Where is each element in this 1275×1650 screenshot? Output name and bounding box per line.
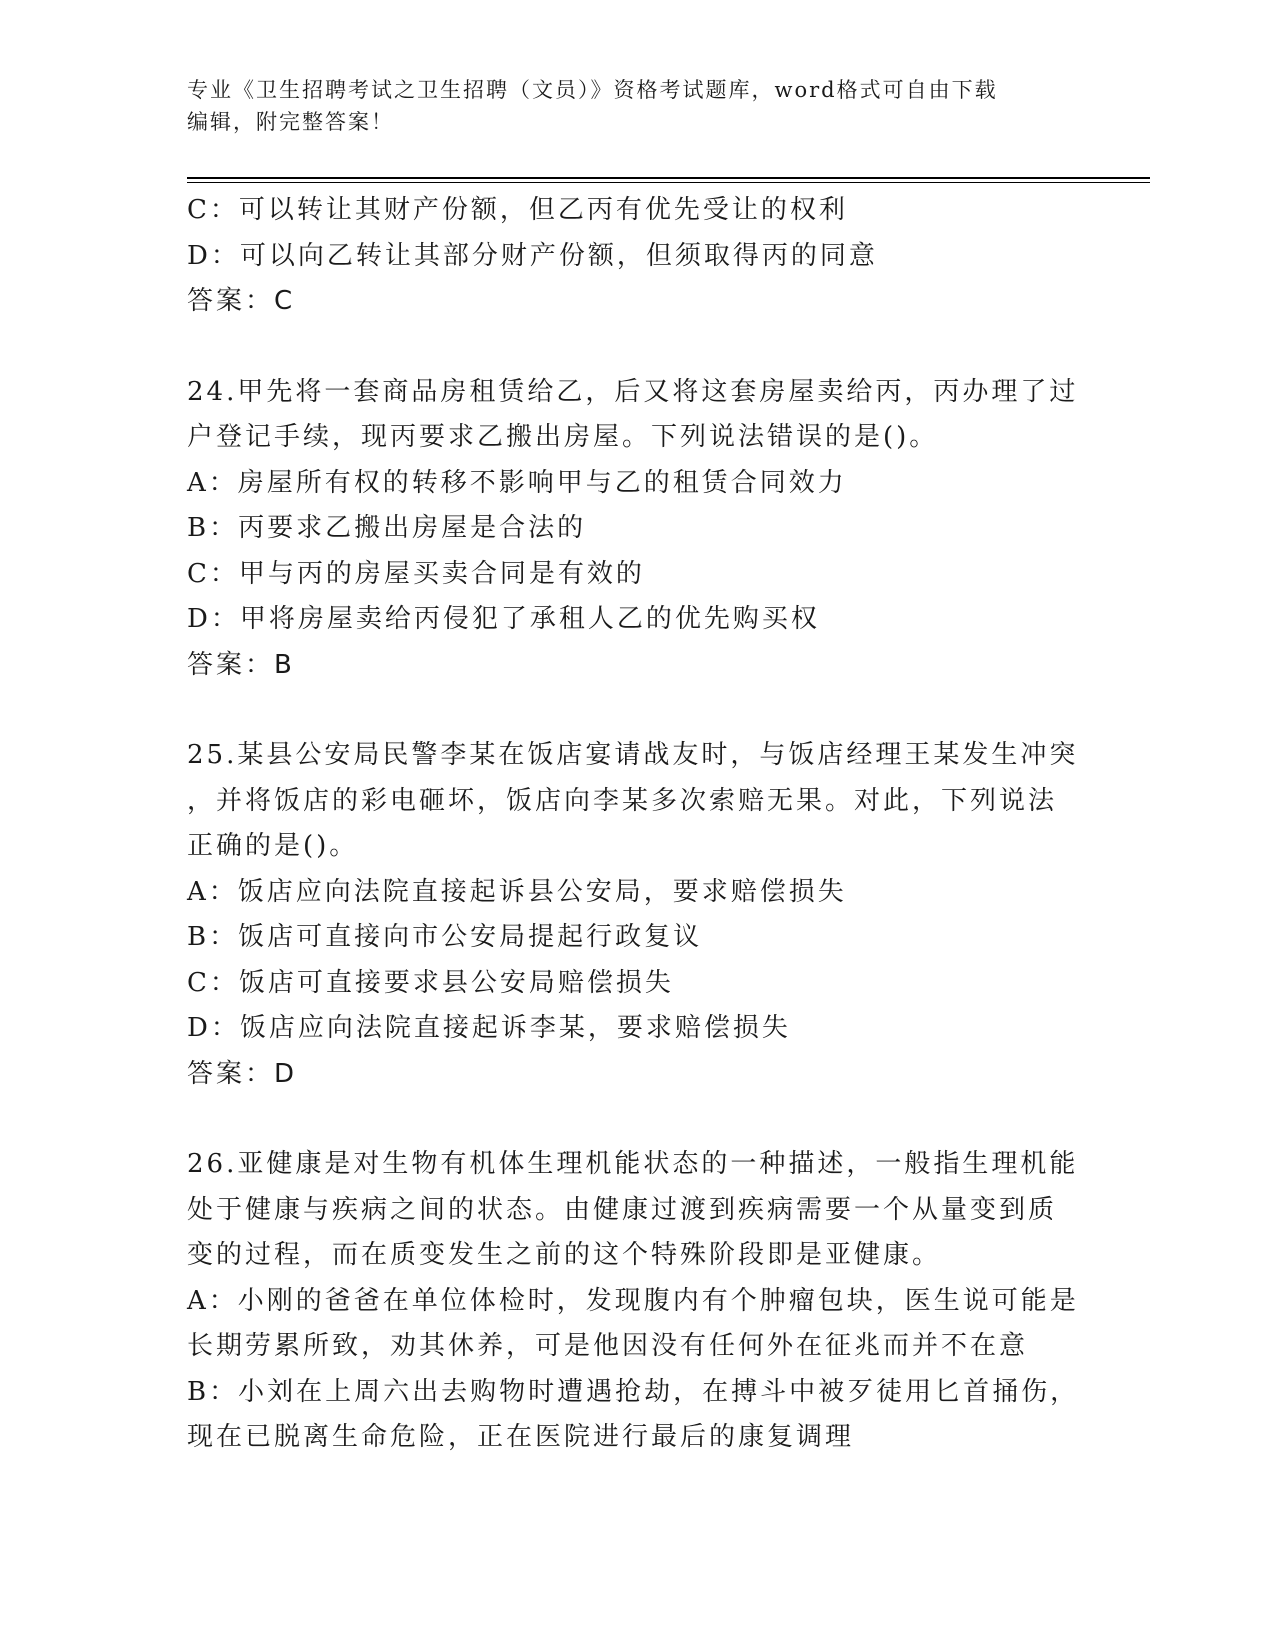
option-d: D：甲将房屋卖给丙侵犯了承租人乙的优先购买权 [187,604,820,634]
question-25 [187,733,1087,1097]
option-c: C：可以转让其财产份额，但乙丙有优先受让的权利 [187,195,848,225]
option-a: A：房屋所有权的转移不影响甲与乙的租赁合同效力 [187,467,847,498]
header-line-2: 编辑，附完整答案！ [187,110,394,134]
answer-line: 答案：D [187,1058,298,1089]
question-stem-line: 正确的是()。 [187,831,359,861]
question-stem-line: ，并将饭店的彩电砸坏，饭店向李某多次索赔无果。对此，下列说法 [187,785,1058,816]
spacer [187,325,1087,370]
header-rule-thick [187,177,1150,179]
option-a: A：小刚的爸爸在单位体检时，发现腹内有个肿瘤包块，医生说可能是 [187,1285,1079,1316]
document-body [187,188,1087,1461]
question-24 [187,370,1087,689]
question-stem-line: 25.某县公安局民警李某在饭店宴请战友时，与饭店经理王某发生冲突 [187,740,1079,770]
question-26 [187,1142,1087,1461]
option-c: C：甲与丙的房屋买卖合同是有效的 [187,558,645,589]
answer-line: 答案：B [187,649,295,680]
spacer [187,688,1087,733]
question-stem-line: 户登记手续，现丙要求乙搬出房屋。下列说法错误的是()。 [187,422,939,452]
option-b: B：饭店可直接向市公安局提起行政复议 [187,922,703,952]
option-c: C：饭店可直接要求县公安局赔偿损失 [187,967,674,998]
option-b-continued: 现在已脱离生命危险，正在医院进行最后的康复调理 [187,1422,855,1452]
question-stem-line: 变的过程，而在质变发生之前的这个特殊阶段即是亚健康。 [187,1240,942,1270]
option-d: D：可以向乙转让其部分财产份额，但须取得丙的同意 [187,240,878,271]
option-a: A：饭店应向法院直接起诉县公安局，要求赔偿损失 [187,876,847,907]
spacer [187,1097,1087,1142]
document-header [187,74,1067,138]
option-a-continued: 长期劳累所致，劝其休养，可是他因没有任何外在征兆而并不在意 [187,1331,1029,1361]
header-rule-thin [187,182,1150,183]
question-stem-line: 26.亚健康是对生物有机体生理机能状态的一种描述，一般指生理机能 [187,1149,1079,1179]
option-b: B：丙要求乙搬出房屋是合法的 [187,513,587,543]
question-stem-line: 24.甲先将一套商品房租赁给乙，后又将这套房屋卖给丙，丙办理了过 [187,376,1079,407]
question-23-tail [187,188,1087,325]
option-b: B：小刘在上周六出去购物时遭遇抢劫，在搏斗中被歹徒用匕首捅伤， [187,1376,1080,1407]
question-stem-line: 处于健康与疾病之间的状态。由健康过渡到疾病需要一个从量变到质 [187,1194,1058,1225]
option-d: D：饭店应向法院直接起诉李某，要求赔偿损失 [187,1013,791,1043]
answer-line: 答案：C [187,286,296,316]
header-line-1: 专业《卫生招聘考试之卫生招聘（文员）》资格考试题库，word格式可自由下载 [187,78,998,102]
